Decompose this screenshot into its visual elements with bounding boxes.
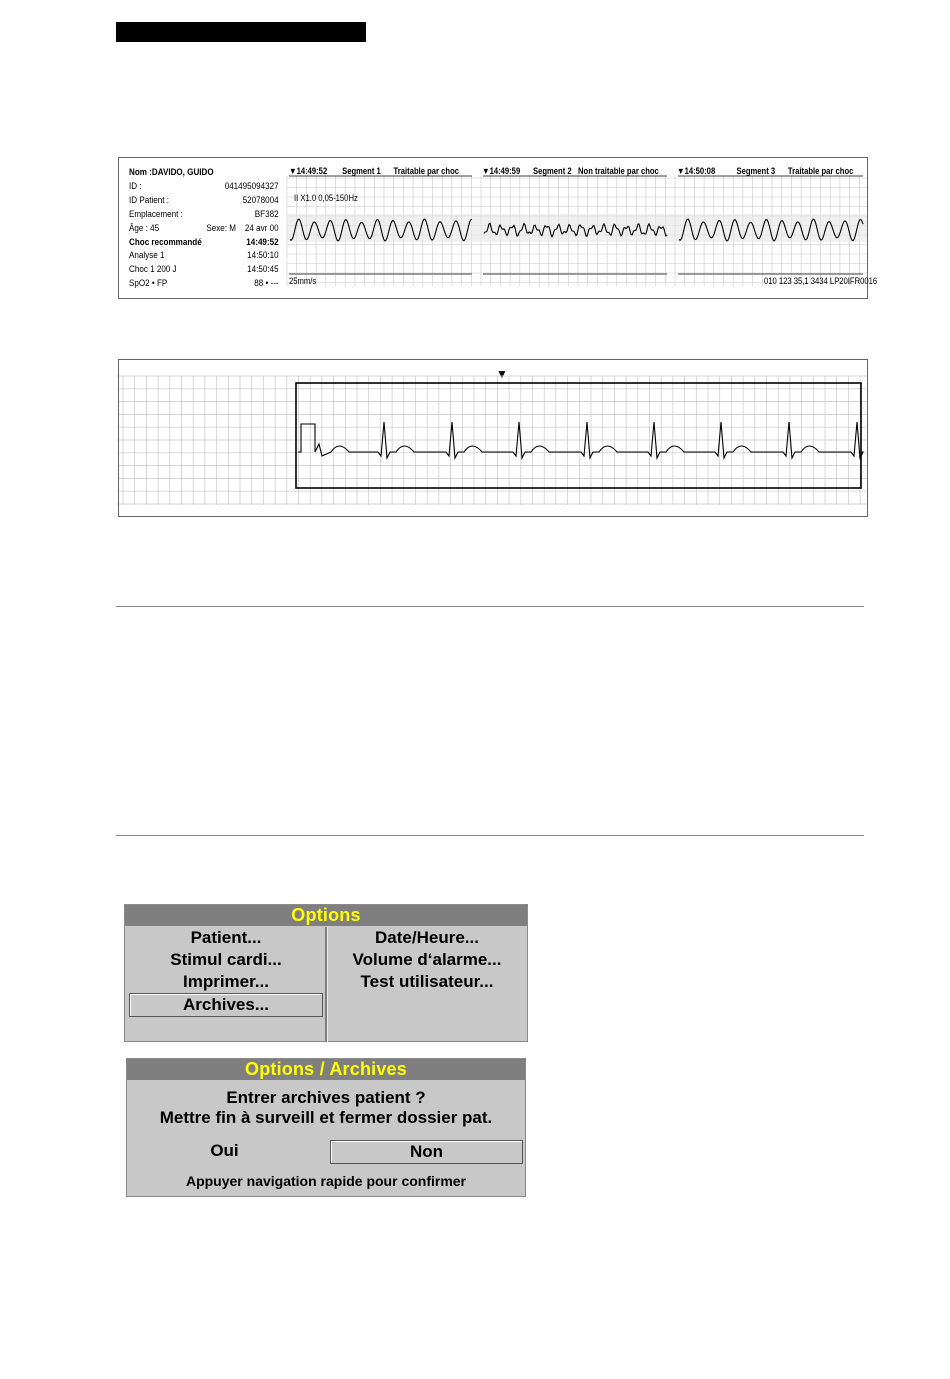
patient-info-row (129, 166, 279, 180)
segment-1-name: Segment 1 (342, 166, 381, 176)
menu-item-archives[interactable]: Archives... (129, 993, 323, 1017)
segment-1-header (289, 166, 459, 176)
patient-info-label: Choc 1 200 J (129, 264, 177, 276)
confirm-hint: Appuyer navigation rapide pour confirmer (185, 1173, 467, 1189)
segment-3-name: Segment 3 (736, 166, 776, 176)
patient-info-row (129, 208, 279, 222)
patient-info-panel (129, 166, 281, 291)
patient-info-label: Emplacement : (129, 208, 183, 220)
ecg-rhythm-waveform (119, 360, 867, 516)
segment-2-time: ▼14:49:59 (482, 166, 521, 176)
menu-item-imprimer[interactable]: Imprimer... (183, 972, 269, 991)
patient-info-row (129, 222, 279, 236)
rhythm-grid (119, 376, 867, 505)
patient-info-label: ID Patient : (129, 194, 169, 206)
ecg-rhythm-strip (118, 359, 868, 517)
segment-3-time: ▼14:50:08 (677, 166, 716, 176)
patient-info-label: SpO2 • FP (129, 278, 168, 290)
menu-item-volume-alarme[interactable]: Volume d‘alarme... (352, 950, 502, 969)
patient-info-value: 041495094327 (224, 180, 279, 192)
options-menu-title: Options (125, 905, 527, 926)
lead-info: II X1.0 0,05-150Hz (294, 193, 358, 203)
patient-info-label: Nom :DAVIDO, GUIDO (129, 167, 214, 178)
paper-speed: 25mm/s (289, 276, 317, 286)
patient-info-label: Âge : 45 (129, 222, 160, 234)
non-button[interactable]: Non (330, 1140, 523, 1164)
segment-3-status: Traitable par choc (787, 166, 854, 176)
patient-info-row (129, 277, 279, 291)
patient-info-row (129, 236, 279, 250)
patient-info-value: 52078004 (242, 194, 279, 206)
segment-2-status: Non traitable par choc (578, 166, 659, 176)
patient-info-row (129, 180, 279, 194)
dialog-description: Mettre fin à surveill et fermer dossier pat. (159, 1108, 493, 1127)
patient-info-value: 14:49:52 (246, 236, 279, 248)
menu-item-stimul-cardi[interactable]: Stimul cardi... (170, 950, 282, 969)
segment-1-status: Traitable par choc (393, 166, 460, 176)
archives-dialog-title: Options / Archives (127, 1059, 525, 1080)
patient-info-label: ID : (129, 180, 142, 192)
patient-info-value: BF382 (254, 208, 279, 220)
patient-info-value: 14:50:45 (247, 264, 279, 276)
oui-button[interactable]: Oui (210, 1141, 239, 1160)
patient-info-row (129, 249, 279, 263)
dialog-question: Entrer archives patient ? (226, 1088, 426, 1107)
patient-info-label: Analyse 1 (129, 250, 165, 262)
menu-item-date-heure[interactable]: Date/Heure... (375, 928, 479, 947)
divider-top (116, 606, 864, 607)
event-marker: ▼ (496, 367, 508, 381)
segment-3-header (677, 166, 853, 176)
segment-2-name: Segment 2 (532, 166, 572, 176)
divider-bottom (116, 835, 864, 836)
archives-dialog (126, 1058, 526, 1197)
ecg-report-strip (118, 157, 878, 299)
segment-2-header (482, 166, 659, 176)
options-left-column (129, 927, 323, 1017)
menu-item-patient[interactable]: Patient... (190, 928, 262, 947)
device-code: 010 123 35,1 3434 LP20IFR0016 (764, 276, 878, 286)
menu-item-test-utilisateur[interactable]: Test utilisateur... (360, 972, 494, 991)
patient-info-value: 14:50:10 (247, 250, 279, 262)
patient-info-row (129, 263, 279, 277)
options-column-divider (325, 927, 328, 1042)
segment-1-time: ▼14:49:52 (289, 166, 328, 176)
patient-info-row (129, 194, 279, 208)
options-menu (124, 904, 528, 1042)
patient-info-value: 88 • --- (254, 278, 279, 290)
options-right-column (331, 927, 523, 993)
header-black-bar (116, 22, 366, 42)
patient-info-label: Choc recommandé (129, 236, 202, 248)
patient-info-value: Sexe: M 24 avr 00 (206, 222, 279, 234)
